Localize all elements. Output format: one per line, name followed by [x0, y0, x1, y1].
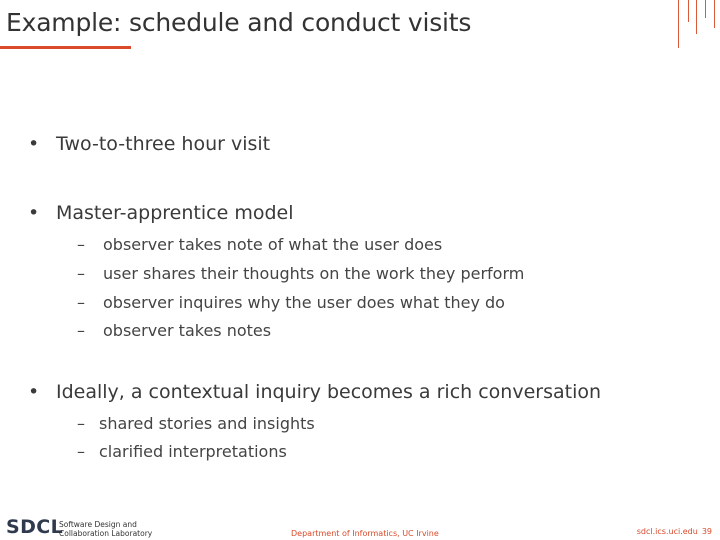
lab-logo: SDCL — [6, 516, 64, 538]
bullet-text: Two-to-three hour visit — [56, 133, 271, 155]
sub-marker: – — [77, 414, 85, 433]
bullet-text: Master-apprentice model — [56, 202, 294, 224]
corner-decoration — [660, 0, 720, 50]
sub-marker: – — [77, 321, 85, 340]
sub-marker: – — [77, 235, 85, 254]
sub-item — [77, 235, 442, 254]
sub-marker: – — [77, 293, 85, 312]
sub-item — [77, 414, 315, 433]
department-label: Department of Informatics, UC Irvine — [291, 529, 439, 538]
sub-marker: – — [77, 442, 85, 461]
bullet-marker: • — [28, 381, 40, 403]
title-underline — [0, 46, 131, 49]
site-url: sdcl.ics.uci.edu — [636, 527, 698, 536]
lab-name-line: Collaboration Laboratory — [59, 529, 153, 538]
sub-text: clarified interpretations — [99, 442, 287, 461]
page-number: 39 — [701, 527, 712, 536]
sub-text: shared stories and insights — [99, 414, 315, 433]
bullet-master-apprentice — [28, 202, 293, 224]
bullet-contextual-inquiry — [28, 381, 601, 403]
sub-marker: – — [77, 264, 85, 283]
sub-item — [77, 321, 271, 340]
lab-name — [59, 520, 152, 538]
sub-text: observer inquires why the user does what they do — [103, 293, 505, 312]
bullet-visit-length — [28, 133, 270, 155]
sub-item — [77, 293, 505, 312]
bullet-marker: • — [28, 202, 40, 224]
sub-text: observer takes notes — [103, 321, 272, 340]
slide-title: Example: schedule and conduct visits — [6, 8, 472, 37]
footer-right — [637, 527, 712, 536]
lab-name-line: Software Design and — [59, 520, 137, 529]
bullet-text: Ideally, a contextual inquiry becomes a rich conversation — [56, 381, 602, 403]
sub-item — [77, 442, 287, 461]
sub-text: observer takes note of what the user does — [103, 235, 443, 254]
sub-text: user shares their thoughts on the work they perform — [103, 264, 525, 283]
sub-item — [77, 264, 524, 283]
bullet-marker: • — [28, 133, 40, 155]
